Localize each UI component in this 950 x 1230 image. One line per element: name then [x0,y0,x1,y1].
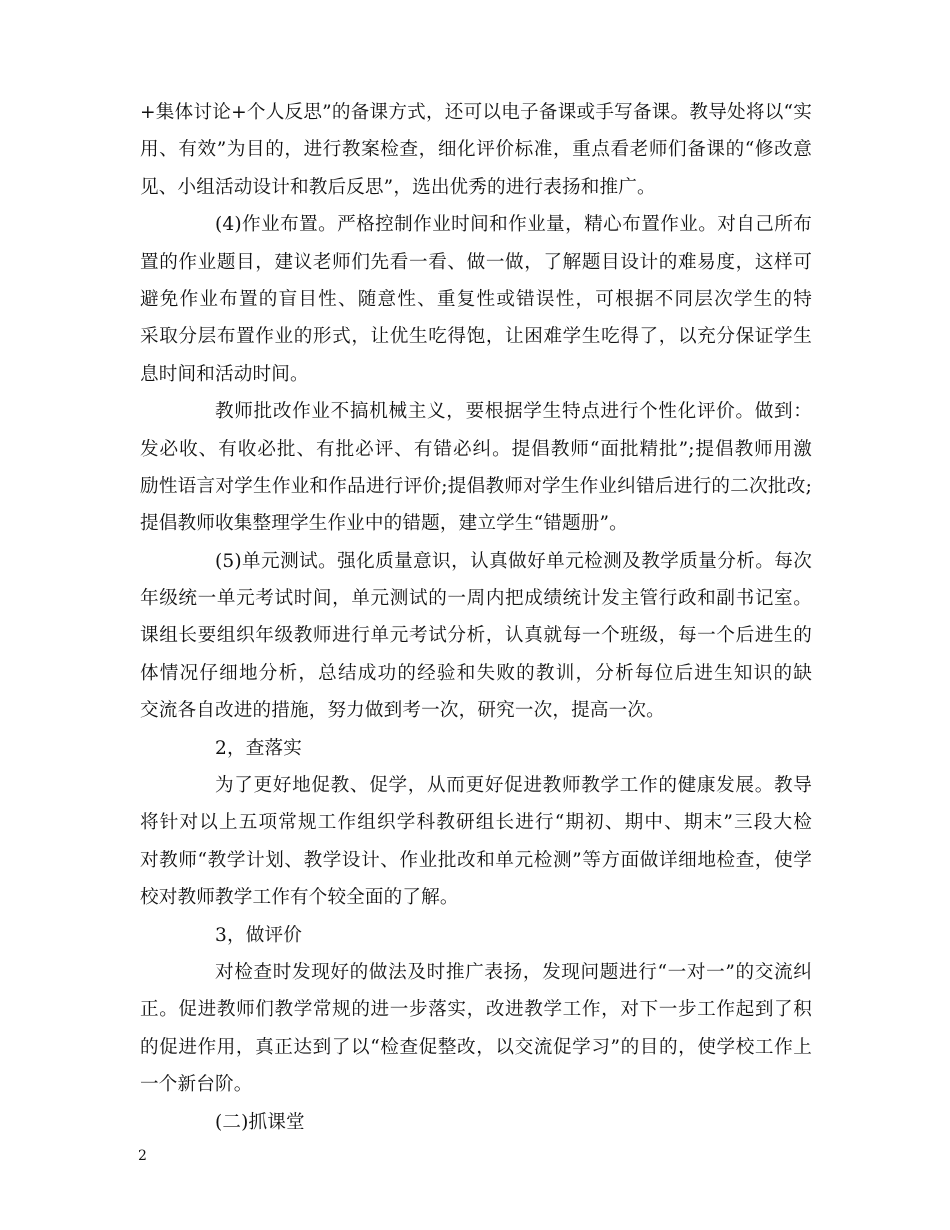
section-heading: 2，查落实 [215,737,302,759]
paragraph-start-line: 对检查时发现好的做法及时推广表扬，发现问题进行“一对一”的交流纠 [215,961,812,983]
text-line: 校对教师教学工作有个较全面的了解。 [140,887,459,909]
text-line: 见、小组活动设计和教后反思”，选出优秀的进行表扬和推广。 [140,176,656,198]
text-line: 置的作业题目，建议老师们先看一看、做一做，了解题目设计的难易度，这样可 [140,251,812,273]
text-line: 发必收、有收必批、有批必评、有错必纠。提倡教师“面批精批”;提倡教师用激 [140,438,812,460]
text-line: 课组长要组织年级教师进行单元考试分析，认真就每一个班级，每一个后进生的 [140,625,812,647]
text-line: 避免作业布置的盲目性、随意性、重复性或错误性，可根据不同层次学生的特 [140,288,812,310]
text-line: 励性语言对学生作业和作品进行评价;提倡教师对学生作业纠错后进行的二次批改; [140,475,812,497]
paragraph-start-line: 教师批改作业不搞机械主义，要根据学生特点进行个性化评价。做到： [215,401,812,423]
text-line: +集体讨论+个人反思”的备课方式，还可以电子备课或手写备课。教导处将以“实 [140,102,812,123]
text-line: 提倡教师收集整理学生作业中的错题，建立学生“错题册”。 [140,513,628,535]
text-line: 交流各自改进的措施，努力做到考一次，研究一次，提高一次。 [140,700,665,722]
paragraph-start-line: 为了更好地促教、促学，从而更好促进教师教学工作的健康发展。教导 [215,775,812,797]
section-heading: 3，做评价 [215,924,302,946]
text-line: 将针对以上五项常规工作组织学科教研组长进行“期初、期中、期末”三段大检 [140,812,812,834]
text-line: 年级统一单元考试时间，单元测试的一周内把成绩统计发主管行政和副书记室。 [140,588,812,610]
text-line: 用、有效”为目的，进行教案检查，细化评价标准，重点看老师们备课的“修改意 [140,139,812,161]
text-line: 采取分层布置作业的形式，让优生吃得饱，让困难学生吃得了，以充分保证学生 [140,326,812,348]
text-line: 正。促进教师们教学常规的进一步落实，改进教学工作，对下一步工作起到了积 [140,999,812,1021]
paragraph-start-line: (5)单元测试。强化质量意识，认真做好单元检测及教学质量分析。每次 [215,550,812,572]
text-line: 体情况仔细地分析，总结成功的经验和失败的教训，分析每位后进生知识的缺 [140,662,812,684]
body-text [140,94,812,1141]
text-line: 一个新台阶。 [140,1074,253,1096]
text-line: 的促进作用，真正达到了以“检查促整改，以交流促学习”的目的，使学校工作上 [140,1036,812,1058]
section-heading: (二)抓课堂 [215,1111,305,1133]
text-line: 息时间和活动时间。 [140,363,309,385]
text-line: 对教师“教学计划、教学设计、作业批改和单元检测”等方面做详细地检查，使学 [140,849,812,871]
paragraph-start-line: (4)作业布置。严格控制作业时间和作业量，精心布置作业。对自己所布 [215,214,812,236]
page-number: 2 [138,1148,147,1164]
